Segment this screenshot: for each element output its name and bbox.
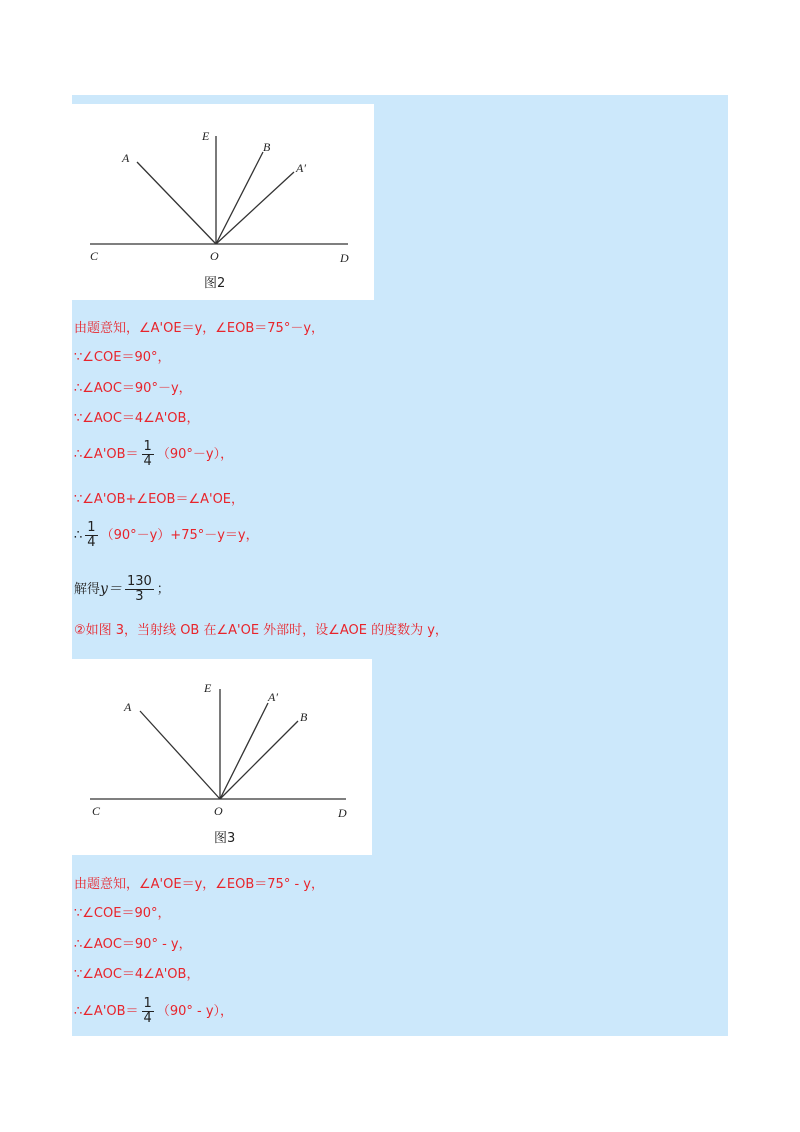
fraction-denominator: 4 [143,454,152,469]
fraction-numerator: 1 [87,520,96,535]
label-b: B [300,710,308,724]
s2-line-1: 由题意知，∠A'OE＝y，∠EOB＝75° - y， [74,877,324,892]
label-e: E [202,129,210,143]
s1-line-6: ∵∠A'OB+∠EOB＝∠A'OE， [74,492,245,507]
s1-line-1: 由题意知，∠A'OE＝y，∠EOB＝75°－y， [74,321,325,336]
s1-line-8-suffix: ； [156,582,170,597]
s2-line-5-suffix: （90° - y）， [156,1004,234,1019]
label-d: D [338,806,347,820]
ray-ob [216,152,263,244]
figure-2-caption: 图2 [204,276,226,291]
fraction-one-quarter [142,997,154,1026]
fraction-130-thirds [125,575,154,604]
fraction-denominator: 4 [143,1011,152,1026]
fraction-one-quarter [85,521,97,550]
ray-oa [140,711,220,799]
s2-line-4: ∵∠AOC＝4∠A'OB， [74,967,200,982]
label-c: C [90,249,99,263]
s1-line-5-prefix: ∴∠A'OB＝ [74,447,139,462]
s1-line-5 [74,440,233,469]
s2-line-2: ∵∠COE＝90°， [74,906,171,921]
label-a: A [122,151,130,165]
label-d: D [340,251,349,265]
figure-2 [72,104,374,300]
s1-line-7-suffix: （90°－y）+75°－y＝y， [100,528,259,543]
ray-oa [137,162,216,244]
s1-line-4: ∵∠AOC＝4∠A'OB， [74,411,200,426]
fraction-one-quarter [142,440,154,469]
s1-line-8-prefix: 解得 [74,582,101,597]
figure-3-caption: 图3 [214,831,236,846]
label-o: O [210,249,219,263]
ray-oa-prime [216,172,294,244]
fraction-numerator: 130 [126,574,152,589]
s1-line-7 [74,521,259,550]
label-c: C [92,804,101,818]
s2-line-5-prefix: ∴∠A'OB＝ [74,1004,139,1019]
ray-oa-prime [220,703,268,799]
s2-line-5 [74,997,233,1026]
s1-line-3: ∴∠AOC＝90°－y， [74,381,192,396]
s1-line-5-suffix: （90°－y）， [156,447,234,462]
s1-line-8 [74,575,170,604]
fraction-denominator: 3 [125,589,154,604]
figure-3-diagram [72,659,372,855]
fraction-numerator: 1 [143,996,152,1011]
s1-line-2: ∵∠COE＝90°， [74,350,171,365]
solution-panel [72,95,728,1036]
fraction-denominator: 4 [87,535,96,550]
figure-2-diagram [72,104,374,300]
s2-line-3: ∴∠AOC＝90° - y， [74,937,192,952]
label-o: O [214,804,223,818]
label-e: E [204,681,212,695]
label-b: B [263,140,271,154]
s1-line-8-var: y＝ [100,581,122,597]
label-a-prime: A′ [296,161,306,175]
label-a: A [124,700,132,714]
figure-3 [72,659,372,855]
s1-line-9: ②如图 3，当射线 OB 在∠A'OE 外部时，设∠AOE 的度数为 y， [74,623,448,638]
label-a-prime: A′ [268,690,278,704]
s1-line-7-prefix: ∴ [74,528,83,543]
ray-ob [220,721,298,799]
fraction-numerator: 1 [143,439,152,454]
